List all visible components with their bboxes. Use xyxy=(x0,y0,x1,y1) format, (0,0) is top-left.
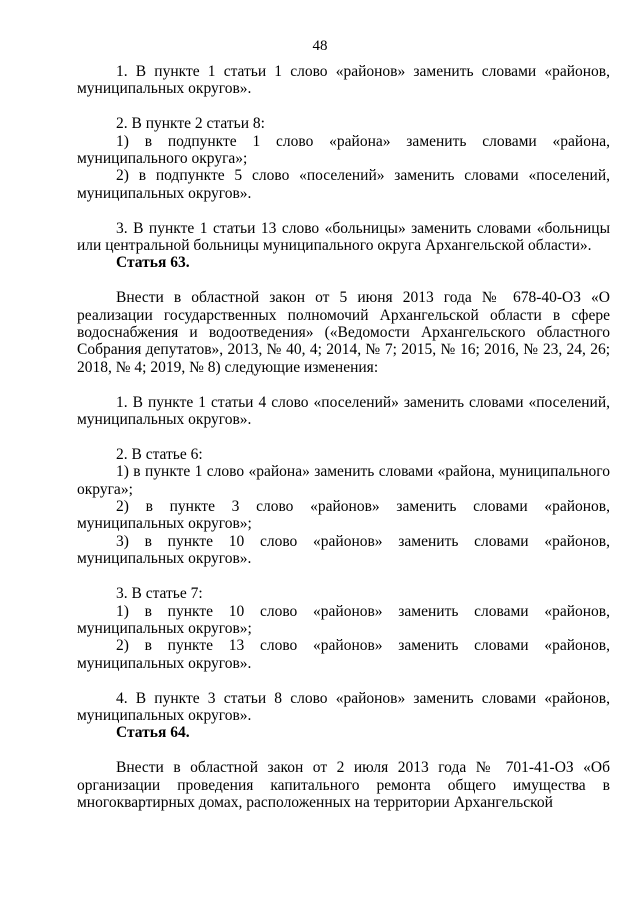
paragraph: 2) в пункте 3 слово «районов» заменить словами «районов, муниципальных округов»; xyxy=(77,498,610,533)
page-number: 48 xyxy=(312,38,328,54)
paragraph: 1. В пункте 1 статьи 1 слово «районов» заменить словами «районов, муниципальных округов». xyxy=(77,63,610,98)
paragraph: 2. В статье 6: xyxy=(116,445,203,463)
paragraph: 2. В пункте 2 статьи 8: xyxy=(116,115,265,133)
paragraph: 3. В статье 7: xyxy=(116,585,203,603)
document-body xyxy=(77,63,610,811)
paragraph: Внести в областной закон от 2 июля 2013 года № 701-41-ОЗ «Об организации проведения капитального ремонта общего имущества в многоквартирных домах, расположенных на территории Архангельской xyxy=(77,759,610,811)
paragraph: 4. В пункте 3 статьи 8 слово «районов» заменить словами «районов, муниципальных округов». xyxy=(77,689,610,724)
paragraph: 1) в пункте 1 слово «района» заменить словами «района, муниципального округа»; xyxy=(77,463,610,498)
paragraph: 1. В пункте 1 статьи 4 слово «поселений» заменить словами «поселений, муниципальных округов». xyxy=(77,393,610,429)
paragraph: 1) в пункте 10 слово «районов» заменить словами «районов, муниципальных округов»; xyxy=(77,602,610,637)
paragraph: 3) в пункте 10 слово «районов» заменить словами «районов, муниципальных округов». xyxy=(77,532,610,568)
paragraph: 2) в пункте 13 слово «районов» заменить словами «районов, муниципальных округов». xyxy=(77,637,610,672)
paragraph: Внести в областной закон от 5 июня 2013 года № 678-40-ОЗ «О реализации государственных полномочий Архангельской области в сфере водоснабжения и водоотведения» («Ведомости Архангельского областного Собрания депутатов», 2013, № 40, 4; 2014, № 7; 2015, № 16; 2016, № 23, 24, 26; 2018, № 4; 2019, № 8) следующие изменения: xyxy=(77,289,610,376)
paragraph: 2) в подпункте 5 слово «поселений» заменить словами «поселений, муниципальных округов». xyxy=(77,167,610,202)
article-heading: Статья 64. xyxy=(116,724,190,742)
paragraph: 3. В пункте 1 статьи 13 слово «больницы» заменить словами «больницы или центральной больницы муниципального округа Архангельской области». xyxy=(77,219,610,255)
article-heading: Статья 63. xyxy=(116,254,190,272)
paragraph: 1) в подпункте 1 слово «района» заменить словами «района, муниципального округа»; xyxy=(77,132,610,168)
